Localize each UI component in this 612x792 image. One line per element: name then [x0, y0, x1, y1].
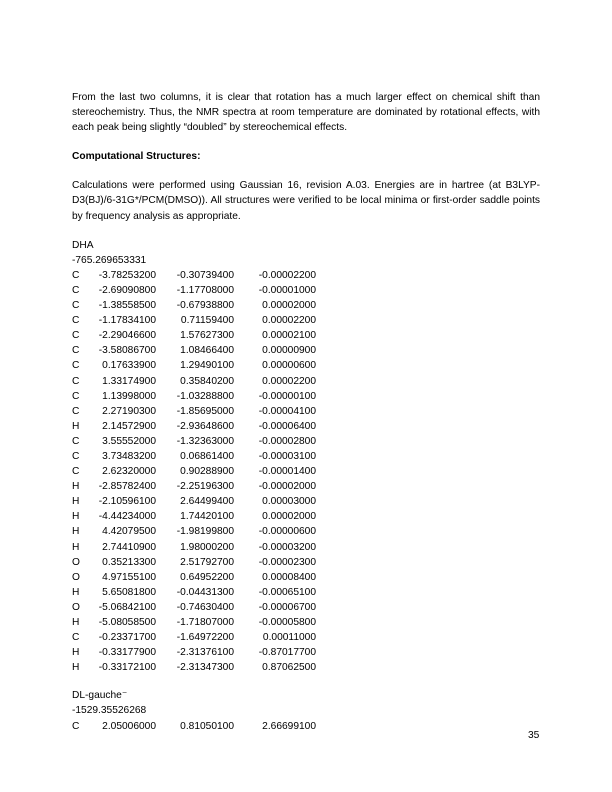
- atom-z: 0.00000600: [262, 360, 316, 372]
- atom-y: -2.31376100: [176, 647, 234, 659]
- atom-element: O: [72, 571, 80, 583]
- atom-z: 0.00002000: [262, 511, 316, 523]
- atom-x: 0.17633900: [102, 360, 156, 372]
- atom-row: [72, 479, 316, 494]
- block-spacer: [72, 675, 540, 688]
- atom-row: [72, 540, 316, 555]
- atom-x: -0.23371700: [98, 632, 156, 644]
- atom-y: 0.64952200: [180, 571, 234, 583]
- atom-y: 0.06861400: [180, 450, 234, 462]
- atom-x: 3.55552000: [102, 435, 156, 447]
- atom-x: -4.44234000: [98, 511, 156, 523]
- atom-z: 0.87062500: [262, 662, 316, 674]
- atom-z: -0.00002800: [258, 435, 316, 447]
- atom-z: 0.00002200: [262, 315, 316, 327]
- atom-x: 5.65081800: [102, 586, 156, 598]
- atom-row: [72, 328, 316, 343]
- atom-x: 1.13998000: [102, 390, 156, 402]
- coordinate-table: [72, 719, 316, 734]
- atom-y: -1.85695000: [176, 405, 234, 417]
- atom-y: -2.31347300: [176, 662, 234, 674]
- atom-x: 2.14572900: [102, 420, 156, 432]
- atom-element: C: [72, 466, 80, 478]
- atom-x: 4.42079500: [102, 526, 156, 538]
- atom-row: [72, 494, 316, 509]
- atom-z: -0.87017700: [258, 647, 316, 659]
- atom-x: -3.78253200: [98, 269, 156, 281]
- atom-x: 2.74410900: [102, 541, 156, 553]
- atom-x: 2.62320000: [102, 466, 156, 478]
- methods-paragraph: Calculations were performed using Gaussian 16, revision A.03. Energies are in hartree (at B3LYP-D3(BJ)/6-31G*/PCM(DMSO)). All structures were verified to be local minima or first-order saddle points by frequency analysis as appropriate.: [72, 180, 540, 222]
- atom-element: H: [72, 420, 80, 432]
- atom-y: -1.17708000: [176, 284, 234, 296]
- atom-x: 0.35213300: [102, 556, 156, 568]
- atom-row: [72, 570, 316, 585]
- page-content: [72, 90, 540, 734]
- atom-element: H: [72, 481, 80, 493]
- atom-row: [72, 630, 316, 645]
- atom-row: [72, 719, 316, 734]
- atom-z: -0.00006400: [258, 420, 316, 432]
- atom-row: [72, 660, 316, 675]
- atom-z: 0.00000900: [262, 345, 316, 357]
- atom-row: [72, 524, 316, 539]
- atom-y: -0.30739400: [176, 269, 234, 281]
- atom-z: -0.00002300: [258, 556, 316, 568]
- atom-x: -3.58086700: [98, 345, 156, 357]
- atom-x: -5.08058500: [98, 617, 156, 628]
- atom-z: 0.00002200: [262, 375, 316, 387]
- atom-element: H: [72, 662, 80, 674]
- atom-row: [72, 615, 316, 630]
- atom-z: 2.66699100: [262, 720, 316, 732]
- atom-element: C: [72, 269, 80, 281]
- structure-energy: -1529.35526268: [72, 705, 147, 717]
- atom-x: -2.85782400: [98, 481, 156, 493]
- atom-element: O: [72, 601, 80, 613]
- structure-block-dha: [72, 238, 540, 676]
- atom-row: [72, 419, 316, 434]
- atom-element: H: [72, 541, 80, 553]
- atom-y: 1.08466400: [180, 345, 234, 357]
- atom-y: 0.90288900: [180, 466, 234, 478]
- atom-y: -0.67938800: [176, 300, 234, 312]
- atom-y: 0.35840200: [180, 375, 234, 387]
- atom-z: 0.00002000: [262, 300, 316, 312]
- atom-y: 1.74420100: [180, 511, 234, 523]
- structure-name: DL-gauche⁻: [72, 690, 128, 702]
- atom-y: 1.29490100: [180, 360, 234, 372]
- atom-z: 0.00008400: [262, 571, 316, 583]
- atom-x: -2.10596100: [98, 496, 156, 508]
- atom-element: C: [72, 360, 80, 372]
- atom-element: H: [72, 511, 80, 523]
- atom-row: [72, 389, 316, 404]
- atom-row: [72, 449, 316, 464]
- atom-z: -0.00001400: [258, 466, 316, 478]
- atom-y: 2.64499400: [180, 496, 234, 508]
- atom-element: H: [72, 617, 80, 628]
- atom-element: C: [72, 345, 80, 357]
- atom-row: [72, 374, 316, 389]
- atom-element: H: [72, 526, 80, 538]
- atom-x: 1.33174900: [102, 375, 156, 387]
- atom-y: 1.98000200: [180, 541, 234, 553]
- atom-element: O: [72, 556, 80, 568]
- atom-y: -1.71807000: [176, 617, 234, 628]
- atom-row: [72, 358, 316, 373]
- atom-z: -0.00002000: [258, 481, 316, 493]
- atom-z: -0.00000600: [258, 526, 316, 538]
- atom-element: C: [72, 632, 80, 644]
- atom-z: -0.00005800: [258, 617, 316, 628]
- atom-x: -5.06842100: [98, 601, 156, 613]
- atom-row: [72, 404, 316, 419]
- atom-y: -0.04431300: [176, 586, 234, 598]
- atom-y: -2.25196300: [176, 481, 234, 493]
- atom-y: -2.93648600: [176, 420, 234, 432]
- atom-z: -0.00065100: [258, 586, 316, 598]
- atom-y: 2.51792700: [180, 556, 234, 568]
- atom-y: -0.74630400: [176, 601, 234, 613]
- atom-element: C: [72, 435, 80, 447]
- atom-x: 2.05006000: [102, 720, 156, 732]
- atom-x: -2.69090800: [98, 284, 156, 296]
- atom-row: [72, 509, 316, 524]
- atom-z: -0.00004100: [258, 405, 316, 417]
- structure-block-dl-gauche: [72, 688, 540, 733]
- coordinate-table: [72, 268, 316, 676]
- atom-row: [72, 298, 316, 313]
- atom-row: [72, 585, 316, 600]
- page-number: 35: [528, 730, 540, 741]
- atom-row: [72, 555, 316, 570]
- atom-y: 0.71159400: [180, 315, 234, 327]
- atom-element: C: [72, 405, 80, 417]
- atom-element: C: [72, 720, 80, 732]
- atom-row: [72, 343, 316, 358]
- atom-y: -1.03288800: [176, 390, 234, 402]
- atom-element: C: [72, 375, 80, 387]
- atom-element: C: [72, 315, 80, 327]
- atom-z: 0.00002100: [262, 330, 316, 342]
- structure-energy: -765.269653331: [72, 254, 147, 266]
- structure-name: DHA: [72, 239, 94, 251]
- atom-element: H: [72, 647, 80, 659]
- atom-row: [72, 464, 316, 479]
- atom-row: [72, 645, 316, 660]
- atom-row: [72, 600, 316, 615]
- atom-z: -0.00003200: [258, 541, 316, 553]
- atom-x: 2.27190300: [102, 405, 156, 417]
- atom-z: -0.00006700: [258, 601, 316, 613]
- atom-row: [72, 268, 316, 283]
- atom-element: C: [72, 300, 80, 312]
- atom-x: -1.17834100: [98, 315, 156, 327]
- atom-y: -1.32363000: [176, 435, 234, 447]
- atom-x: -1.38558500: [98, 300, 156, 312]
- atom-row: [72, 313, 316, 328]
- atom-y: -1.98199800: [176, 526, 234, 538]
- rotation-paragraph: From the last two columns, it is clear that rotation has a much larger effect on chemical shift than stereochemistry. Thus, the NMR spectra at room temperature are dominated by rotational effects, with each peak being slightly “doubled” by stereochemical effects.: [72, 92, 540, 134]
- atom-x: -2.29046600: [98, 330, 156, 342]
- atom-x: -0.33177900: [98, 647, 156, 659]
- atom-z: 0.00011000: [262, 632, 316, 644]
- atom-z: -0.00001000: [258, 284, 316, 296]
- atom-element: H: [72, 496, 80, 508]
- atom-x: 4.97155100: [102, 571, 156, 583]
- atom-y: -1.64972200: [176, 632, 234, 644]
- atom-z: -0.00003100: [258, 450, 316, 462]
- atom-element: C: [72, 284, 80, 296]
- atom-y: 1.57627300: [180, 330, 234, 342]
- atom-element: H: [72, 586, 80, 598]
- atom-z: -0.00002200: [258, 269, 316, 281]
- atom-element: C: [72, 390, 80, 402]
- atom-element: C: [72, 450, 80, 462]
- atom-row: [72, 434, 316, 449]
- atom-z: -0.00000100: [258, 390, 316, 402]
- section-heading: Computational Structures:: [72, 151, 201, 163]
- atom-x: -0.33172100: [98, 662, 156, 674]
- atom-x: 3.73483200: [102, 450, 156, 462]
- atom-element: C: [72, 330, 80, 342]
- atom-z: 0.00003000: [262, 496, 316, 508]
- atom-y: 0.81050100: [180, 720, 234, 732]
- atom-row: [72, 283, 316, 298]
